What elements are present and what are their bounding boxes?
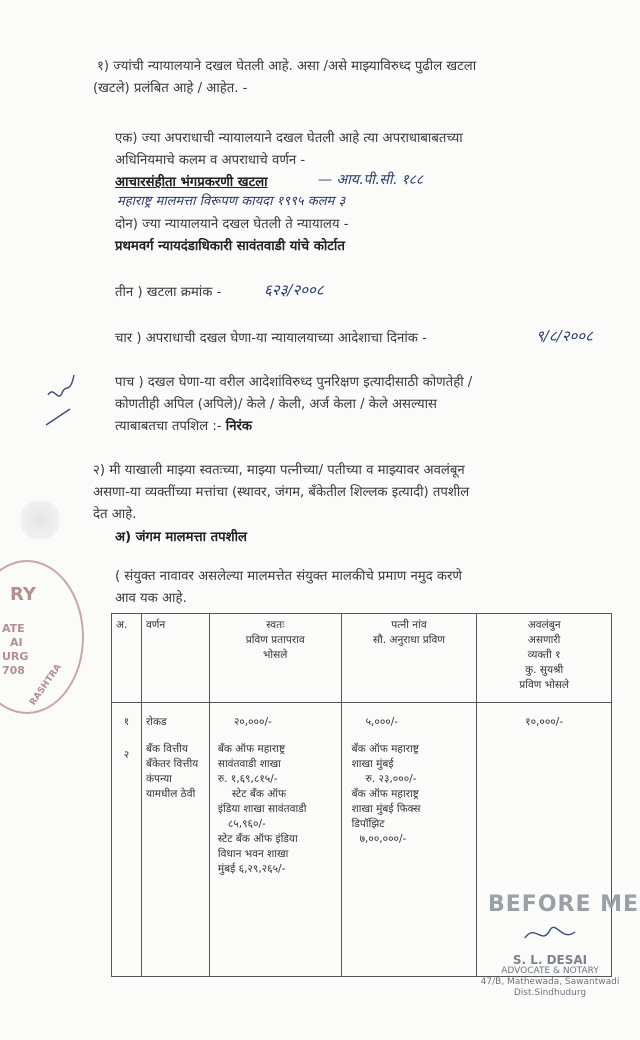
don-court-name: प्रथमवर्ग न्यायदंडाधिकारी सावंतवाडी यांचे कोर्टात xyxy=(115,239,345,254)
cell-sr: १ २ xyxy=(112,703,142,977)
para2-line2: असणा-या व्यक्तींच्या मत्तांचा (स्थावर, जंगम, बँकेतील शिल्लक इत्यादी) तपशील xyxy=(93,485,470,500)
header-self: स्वतः प्रविण प्रतापराव भोसले xyxy=(209,614,341,703)
pach-line2: कोणतीही अपिल (अपिले)/ केले / केली, अर्ज केला / केले असल्यास xyxy=(115,397,437,412)
pach-line3-prefix: त्याबाबतचा तपशिल :- xyxy=(115,419,222,434)
teen-case-number-label: तीन ) खटला क्रमांक - xyxy=(115,285,222,300)
cell-dependent: १०,०००/- xyxy=(477,703,612,977)
para2-line3: देत आहे. xyxy=(93,507,137,522)
section-a-heading: अ) जंगम मालमत्ता तपशील xyxy=(115,530,247,545)
don-line1: दोन) ज्या न्यायालयाने दखल घेतली ते न्यायालय - xyxy=(115,217,349,232)
pach-line3 xyxy=(115,416,252,438)
ek-handwritten-ipc: — आय.पी.सी. १८८ xyxy=(318,172,424,188)
section-a-note-line1: ( संयुक्त नावावर असलेल्या मालमत्तेत संयुक्त मालकीचे प्रमाण नमुद करणे xyxy=(115,569,462,584)
pach-line1: पाच ) दखल घेणा-या वरील आदेशांविरुध्द पुनरिक्षण इत्यादीसाठी कोणतेही / xyxy=(115,375,473,390)
before-me-stamp: BEFORE ME xyxy=(488,892,640,917)
para2-line1: २) मी याखाली माझ्या स्वतःच्या, माझ्या पत्नीच्या/ पतीच्या व माझ्यावर अवलंबून xyxy=(93,463,465,478)
pach-nil: निरंक xyxy=(225,419,253,434)
notary-seal-left: RY ATE AI URG 708 RASHTRA xyxy=(0,560,84,714)
ek-handwritten-act: महाराष्ट्र मालमत्ता विरूपण कायदा १९९५ कलम ३ xyxy=(117,194,346,209)
notary-signature xyxy=(520,918,580,948)
para1-line2: (खटले) प्रलंबित आहे / आहेत. - xyxy=(93,81,248,96)
teen-case-number: ६२३/२००८ xyxy=(264,281,324,299)
ek-line2: अधिनियमाचे कलम व अपराधाचे वर्णन - xyxy=(115,153,306,168)
notary-stamp-block xyxy=(465,955,635,999)
notary-address-line2: Dist.Sindhudurg xyxy=(513,988,587,998)
cell-desc: रोकड बँक वित्तीय बँकेतर वित्तीय कंपन्या यामधील ठेवी xyxy=(141,703,209,977)
header-spouse: पत्नी नांव सौ. अनुराधा प्रविण xyxy=(341,614,477,703)
table-header-row xyxy=(112,614,612,703)
para1-line1: १) ज्यांची न्यायालयाने दखल घेतली आहे. असा /असे माझ्याविरुध्द पुढील खटला xyxy=(97,59,477,74)
notary-title: ADVOCATE & NOTARY xyxy=(501,966,599,976)
notary-address-line1: 47/B, Mathewada, Sawantwadi xyxy=(480,977,620,987)
header-sr: अ. xyxy=(112,614,142,703)
char-order-date-label: चार ) अपराधाची दखल घेणा-या न्यायालयाच्या आदेशाचा दिनांक - xyxy=(115,331,427,346)
cell-self: २०,०००/- बँक ऑफ महाराष्ट्र सावंतवाडी शाखा रु. १,६९,८१५/- स्टेट बँक ऑफ इंडिया शाखा सावंतवाडी ८५,९६०/- स्टेट बँक ऑफ इंडिया विधान भवन शाखा मुंबई ६,२९,२६५/- xyxy=(209,703,341,977)
ek-line1: एक) ज्या अपराधाची न्यायालयाने दखल घेतली आहे त्या अपराधाबाबतच्या xyxy=(115,131,463,146)
notary-name: S. L. DESAI xyxy=(512,953,588,967)
cell-spouse: ५,०००/- बँक ऑफ महाराष्ट्र शाखा मुंबई रु. २३,०००/- बँक ऑफ महाराष्ट्र शाखा मुंबई फिक्स डिपॉझिट ७,००,०००/- xyxy=(341,703,477,977)
ek-offence-description: आचारसंहीता भंगप्रकरणी खटला xyxy=(115,175,268,190)
char-order-date: ९/८/२००८ xyxy=(536,327,593,345)
header-desc: वर्णन xyxy=(141,614,209,703)
section-a-note-line2: आव यक आहे. xyxy=(115,591,187,606)
margin-initials-mark xyxy=(40,365,85,435)
binding-hole-mark xyxy=(20,500,60,540)
header-dependent: अवलंबुन असणारी व्यक्ती १ कु. सुयश्री प्रविण भोसले xyxy=(477,614,612,703)
